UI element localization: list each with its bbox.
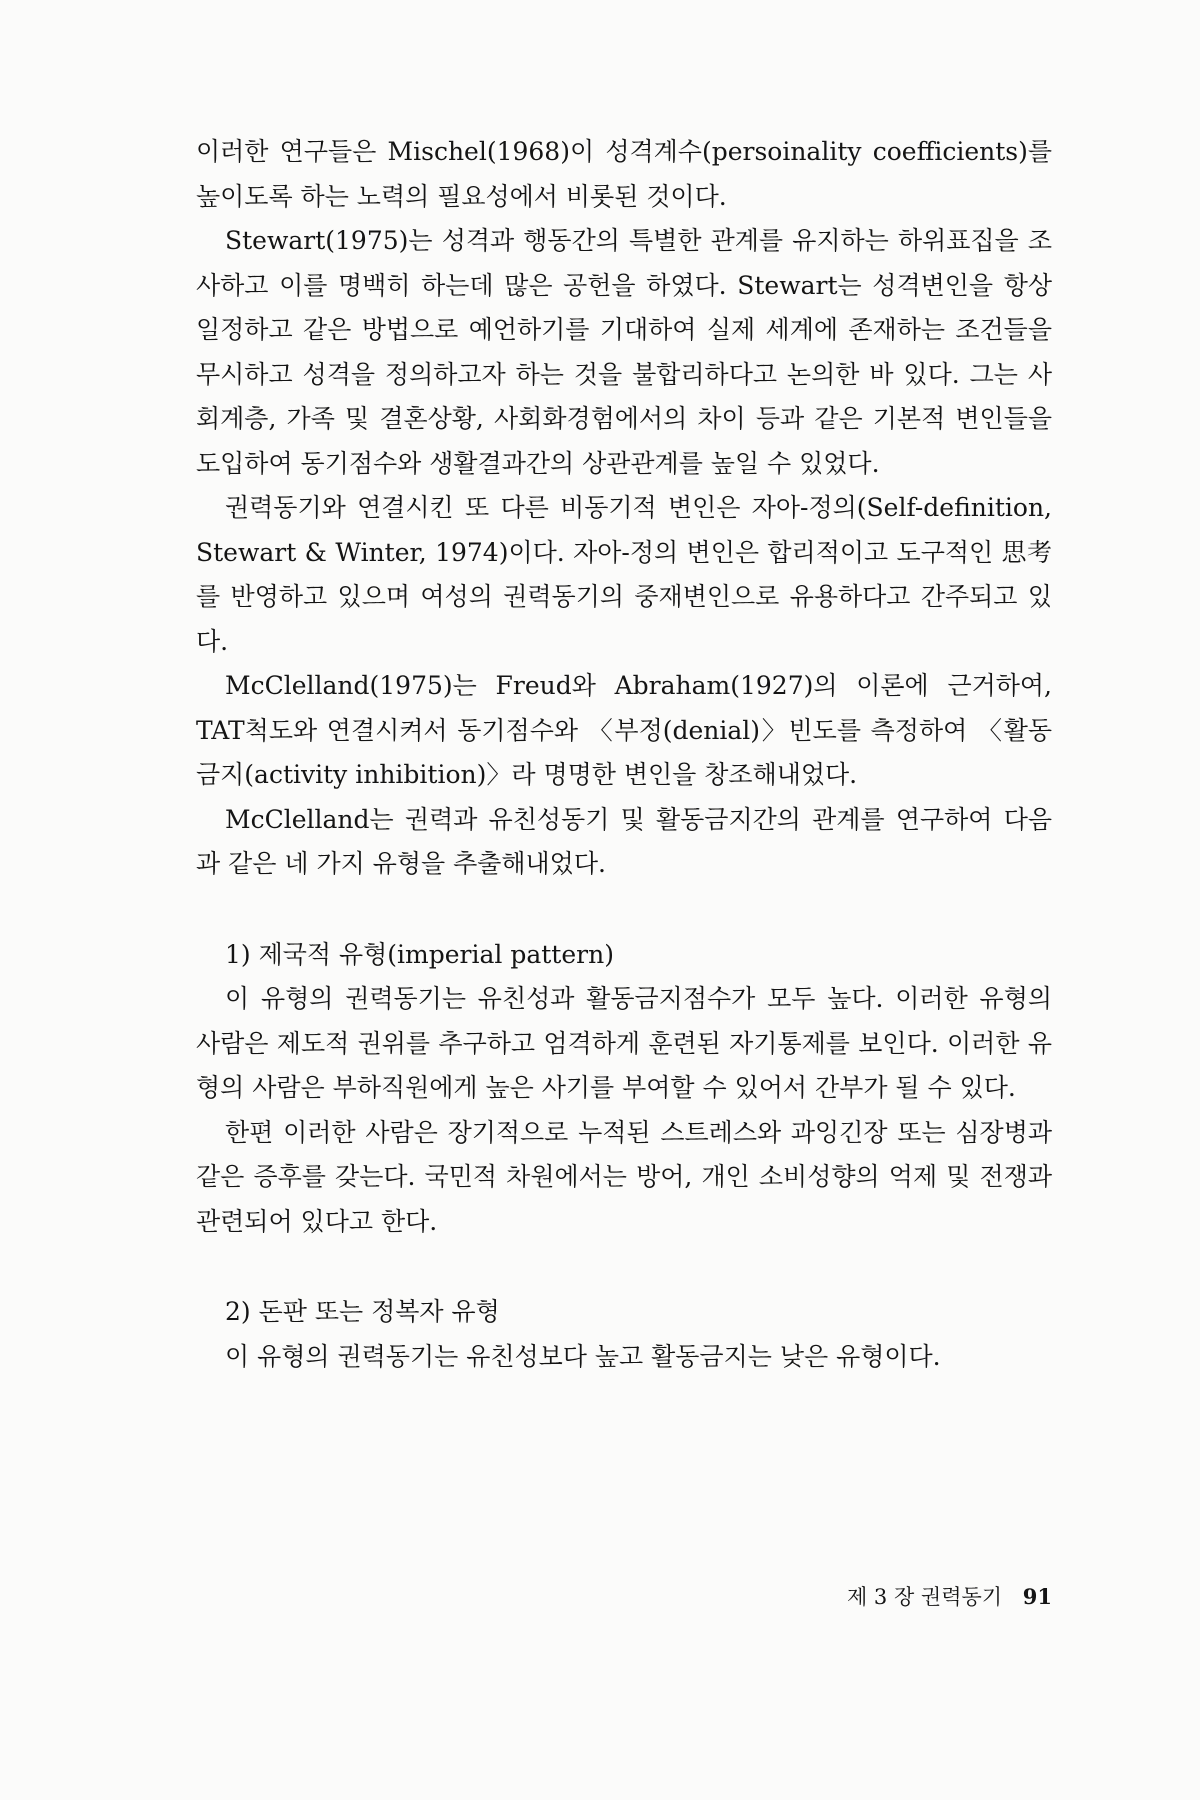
page-footer bbox=[0, 1582, 1052, 1612]
section-spacer bbox=[196, 887, 1052, 933]
running-footer-chapter: 제 3 장 권력동기 bbox=[846, 1585, 1003, 1609]
paragraph-8: 이 유형의 권력동기는 유친성보다 높고 활동금지는 낮은 유형이다. bbox=[225, 1341, 941, 1371]
paragraph-3: 권력동기와 연결시킨 또 다른 비동기적 변인은 자아-정의(Self-definition, Stewart & Winter, 1974)이다. 자아-정의 변인은 합리적이고 도구적인 思考를 반영하고 있으며 여성의 권력동기의 중재변인으로 유용하다고 간주되고 있다. bbox=[196, 493, 1052, 656]
paragraph-5: McClelland는 권력과 유친성동기 및 활동금지간의 관계를 연구하여 다음과 같은 네 가지 유형을 추출해내었다. bbox=[196, 804, 1052, 878]
section-spacer bbox=[196, 1244, 1052, 1290]
paragraph-2: Stewart(1975)는 성격과 행동간의 특별한 관계를 유지하는 하위표집을 조사하고 이를 명백히 하는데 많은 공헌을 하였다. Stewart는 성격변인을 항상 일정하고 같은 방법으로 예언하기를 기대하여 실제 세계에 존재하는 조건들을 무시하고 성격을 정의하고자 하는 것을 불합리하다고 논의한 바 있다. 그는 사회계층, 가족 및 결혼상황, 사회화경험에서의 차이 등과 같은 기본적 변인들을 도입하여 동기점수와 생활결과간의 상관관계를 높일 수 있었다. bbox=[196, 226, 1052, 478]
section-heading-conqueror-pattern: 2) 돈판 또는 정복자 유형 bbox=[225, 1297, 500, 1326]
paragraph-4: McClelland(1975)는 Freud와 Abraham(1927)의 이론에 근거하여, TAT척도와 연결시켜서 동기점수와 〈부정(denial)〉빈도를 측정하여 〈활동금지(activity inhibition)〉라 명명한 변인을 창조해내었다. bbox=[196, 671, 1052, 789]
page-number: 91 bbox=[1022, 1584, 1052, 1609]
section-heading-imperial-pattern: 1) 제국적 유형(imperial pattern) bbox=[225, 939, 614, 969]
paragraph-7: 한편 이러한 사람은 장기적으로 누적된 스트레스와 과잉긴장 또는 심장병과 같은 증후를 갖는다. 국민적 차원에서는 방어, 개인 소비성향의 억제 및 전쟁과 관련되어 있다고 한다. bbox=[196, 1117, 1052, 1236]
paragraph-6: 이 유형의 권력동기는 유친성과 활동금지점수가 모두 높다. 이러한 유형의 사람은 제도적 권위를 추구하고 엄격하게 훈련된 자기통제를 보인다. 이러한 유형의 사람은 부하직원에게 높은 사기를 부여할 수 있어서 간부가 될 수 있다. bbox=[196, 984, 1052, 1102]
paragraph-1: 이러한 연구들은 Mischel(1968)이 성격계수(persoinality coefficients)를 높이도록 하는 노력의 필요성에서 비롯된 것이다. bbox=[196, 137, 1052, 211]
